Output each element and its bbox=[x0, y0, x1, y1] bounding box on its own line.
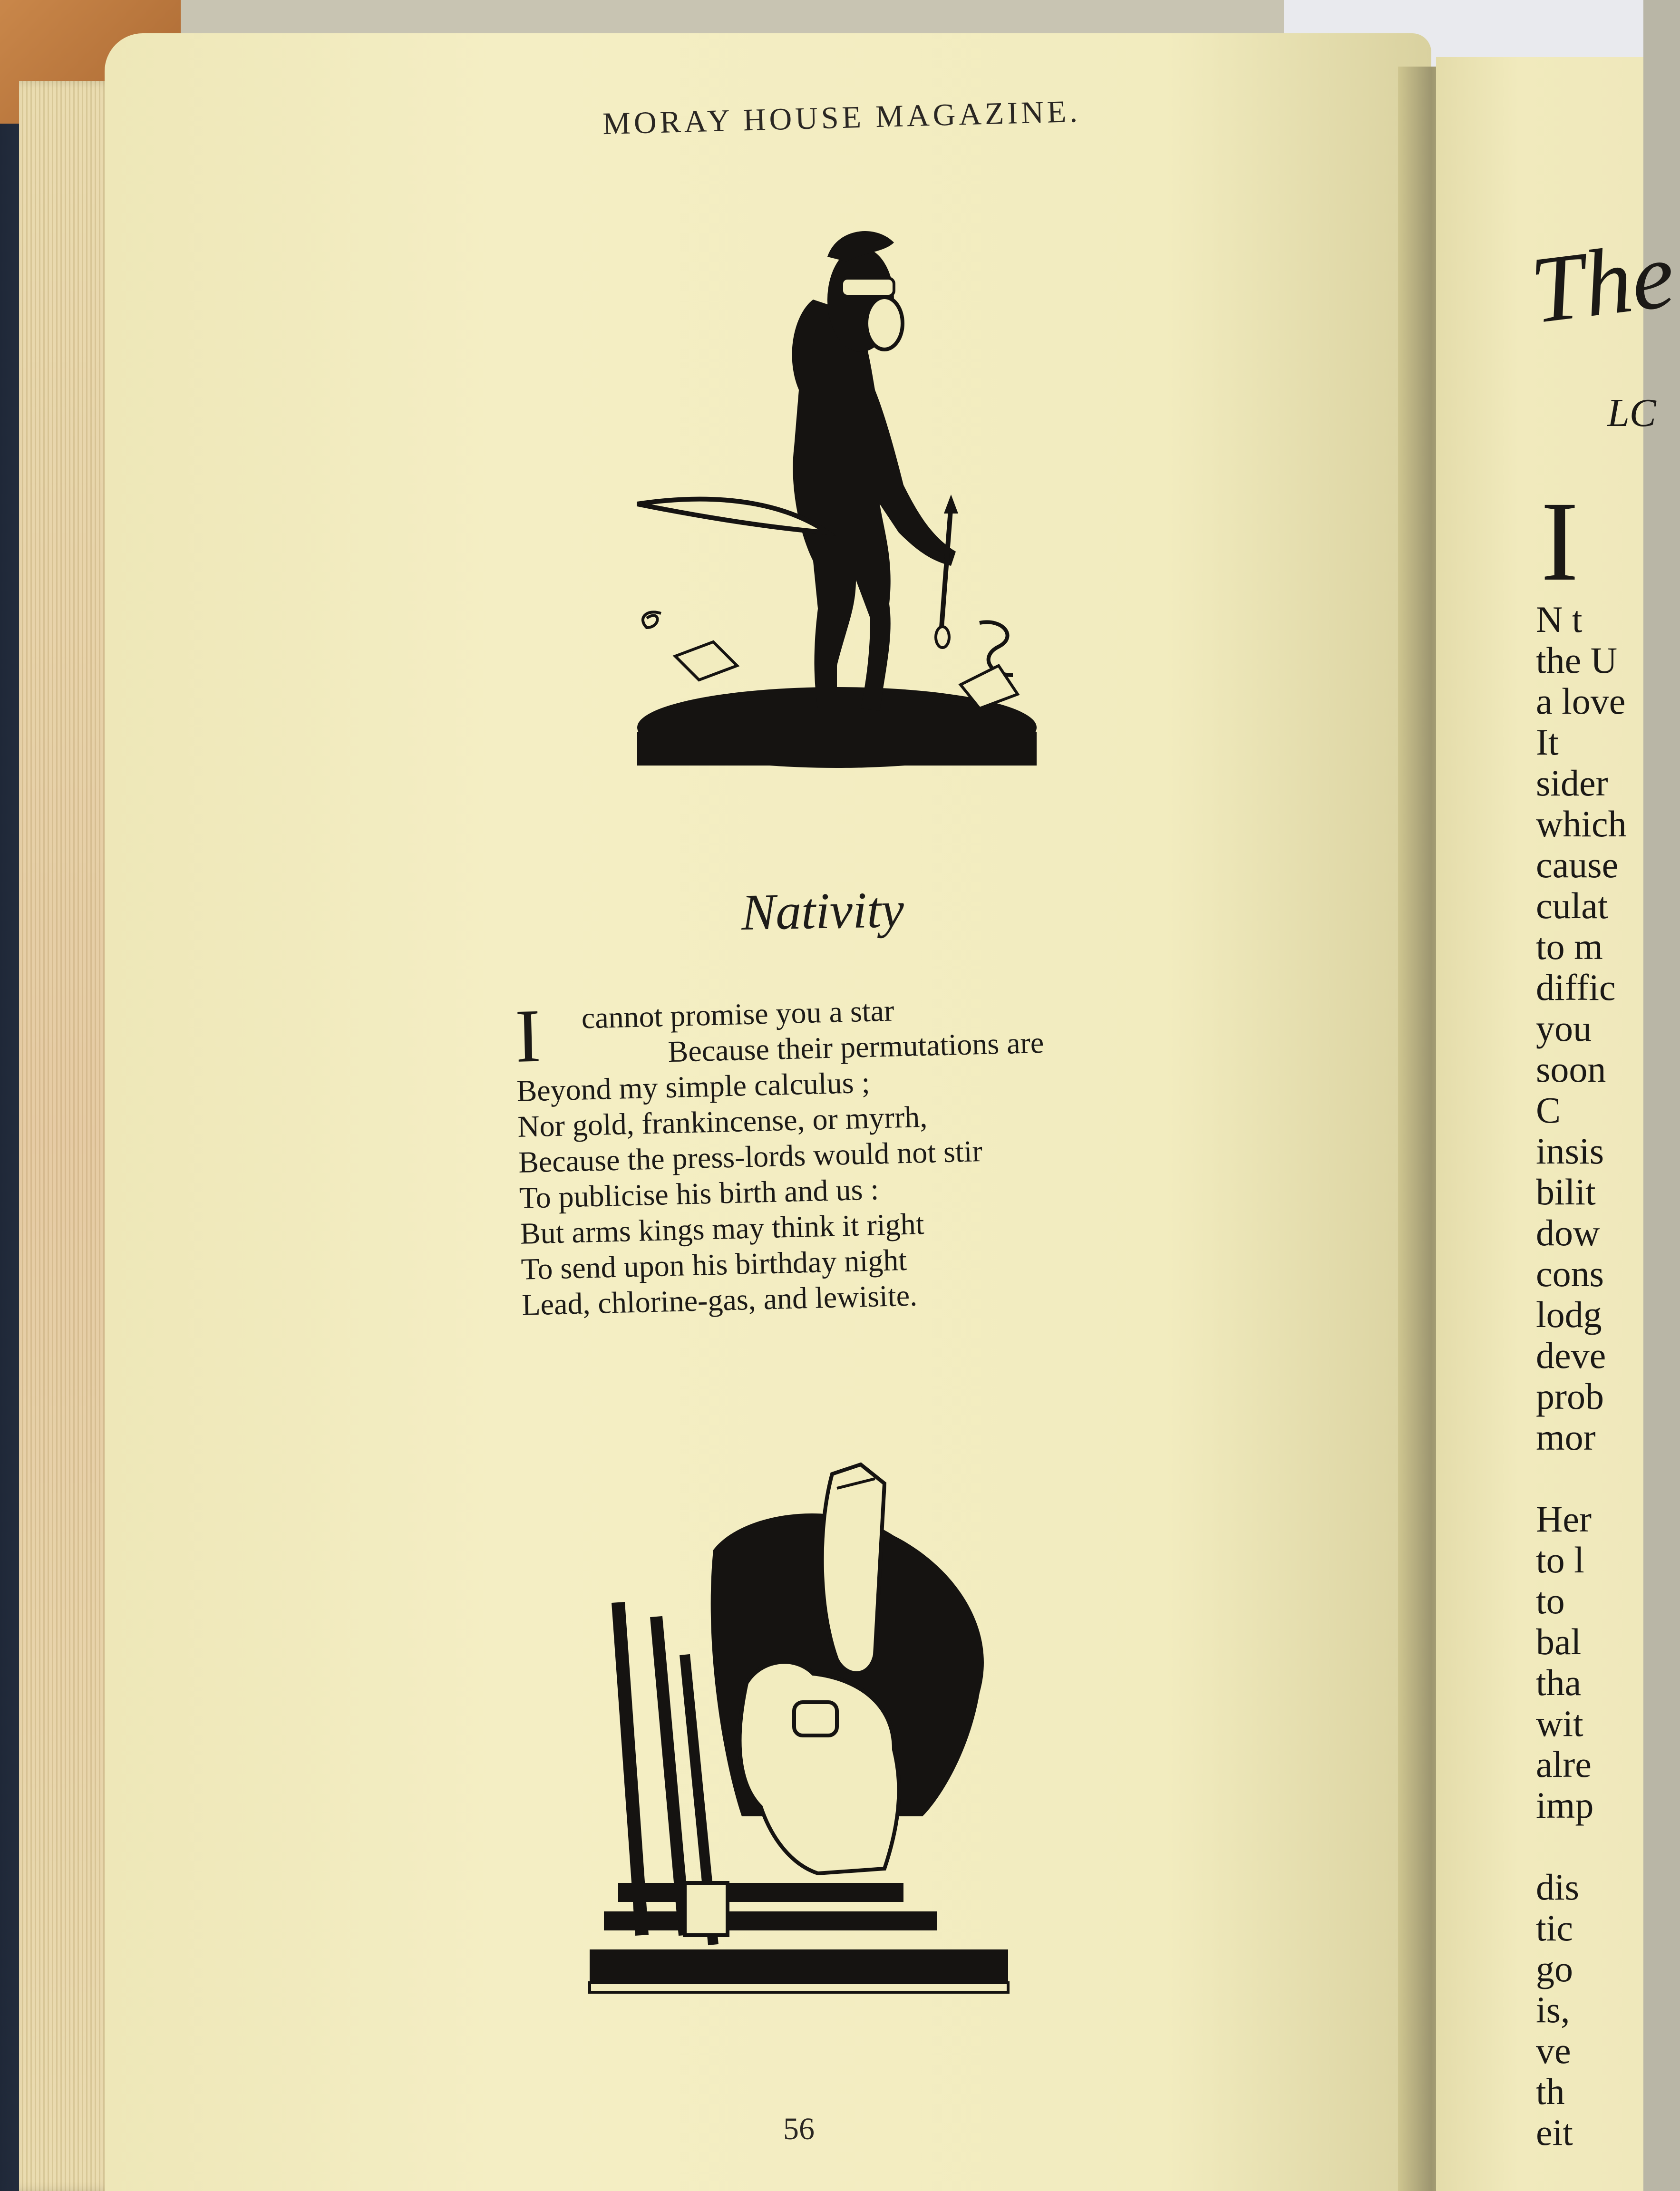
right-page-line-fragment: eit bbox=[1536, 2112, 1573, 2153]
right-page-line-fragment: C bbox=[1536, 1089, 1561, 1131]
right-page-line-fragment: bal bbox=[1536, 1621, 1582, 1662]
right-page-line-fragment: prob bbox=[1536, 1376, 1604, 1417]
infant-gas-mask bbox=[794, 1702, 837, 1735]
right-page-line-fragment: bilit bbox=[1536, 1171, 1596, 1212]
right-page-line-fragment: Her bbox=[1536, 1498, 1592, 1540]
poem-line: Because the press-lords would not stir bbox=[518, 1134, 983, 1179]
right-page-line-fragment: dow bbox=[1536, 1212, 1600, 1253]
poem-line: Lead, chlorine-gas, and lewisite. bbox=[521, 1278, 918, 1322]
figure-body bbox=[792, 300, 956, 711]
right-page-line-fragment: sider bbox=[1536, 762, 1608, 804]
right-page-line-fragment: is, bbox=[1536, 1989, 1570, 2030]
right-page-line-fragment: tic bbox=[1536, 1907, 1573, 1949]
right-page-line-fragment: go bbox=[1536, 1948, 1573, 1989]
right-page-line-fragment bbox=[1536, 1826, 1627, 1867]
plinth bbox=[590, 1949, 1008, 1983]
right-page-text-column bbox=[1536, 599, 1627, 2153]
poem-title: Nativity bbox=[741, 882, 904, 941]
right-page-line-fragment: lodg bbox=[1536, 1294, 1602, 1335]
right-page-line-fragment: culat bbox=[1536, 885, 1608, 926]
gas-mask-eyes bbox=[842, 278, 894, 296]
poem-drop-cap: I bbox=[514, 993, 542, 1078]
running-head: MORAY HOUSE MAGAZINE. bbox=[602, 94, 1081, 142]
right-page-line-fragment: to bbox=[1536, 1580, 1565, 1621]
right-page-line-fragment: dis bbox=[1536, 1866, 1580, 1908]
right-page-line-fragment bbox=[1536, 1458, 1627, 1499]
poem-line: But arms kings may think it right bbox=[520, 1207, 925, 1251]
right-page-line-fragment: to m bbox=[1536, 926, 1603, 967]
right-page-line-fragment: which bbox=[1536, 803, 1627, 844]
poem-line: Beyond my simple calculus ; bbox=[516, 1065, 871, 1108]
right-page-line-fragment: to l bbox=[1536, 1539, 1584, 1580]
page-number: 56 bbox=[783, 2112, 815, 2146]
right-page-line-fragment: th bbox=[1536, 2071, 1565, 2112]
steps bbox=[618, 1883, 903, 1902]
poem-line: To send upon his birthday night bbox=[520, 1242, 907, 1286]
right-page-line-fragment: you bbox=[1536, 1008, 1592, 1049]
page-block-edges bbox=[19, 81, 114, 2191]
ruined-house-left bbox=[675, 642, 737, 680]
gas-mask-snout bbox=[866, 297, 903, 349]
right-page-subtitle-fragment: LC bbox=[1607, 391, 1656, 435]
right-page bbox=[1436, 57, 1680, 2191]
right-page-line-fragment: the U bbox=[1536, 640, 1618, 681]
right-page-line-fragment: N t bbox=[1536, 599, 1583, 640]
right-page-line-fragment: ve bbox=[1536, 2030, 1571, 2071]
right-page-line-fragment: diffic bbox=[1536, 967, 1616, 1008]
bucket bbox=[685, 1883, 728, 1935]
right-page-line-fragment: deve bbox=[1536, 1335, 1606, 1376]
poem-line: cannot promise you a star bbox=[581, 993, 895, 1035]
right-page-line-fragment: cons bbox=[1536, 1253, 1604, 1294]
right-page-line-fragment: wit bbox=[1536, 1703, 1583, 1744]
right-page-line-fragment: soon bbox=[1536, 1048, 1606, 1090]
right-page-drop-cap: I bbox=[1541, 478, 1579, 604]
right-page-line-fragment: mor bbox=[1536, 1416, 1596, 1458]
right-page-line-fragment: cause bbox=[1536, 844, 1619, 885]
poem-line: Nor gold, frankincense, or myrrh, bbox=[517, 1099, 928, 1144]
poem-line: To publicise his birth and us : bbox=[519, 1172, 880, 1215]
right-page-line-fragment: alre bbox=[1536, 1744, 1592, 1785]
bomb bbox=[822, 1464, 884, 1673]
top-woodcut-illustration bbox=[590, 200, 1046, 770]
arrow bbox=[942, 504, 951, 628]
poem-line: Because their permutations are bbox=[667, 1025, 1045, 1069]
right-page-line-fragment: insis bbox=[1536, 1130, 1604, 1172]
right-page-line-fragment: It bbox=[1536, 721, 1559, 763]
bottom-woodcut-illustration bbox=[590, 1455, 1046, 2016]
right-page-line-fragment: tha bbox=[1536, 1662, 1582, 1703]
right-page-line-fragment: imp bbox=[1536, 1784, 1594, 1826]
poem-body bbox=[515, 986, 1178, 1323]
right-page-title-fragment: The bbox=[1525, 222, 1680, 344]
right-page-line-fragment: a love bbox=[1536, 680, 1626, 722]
